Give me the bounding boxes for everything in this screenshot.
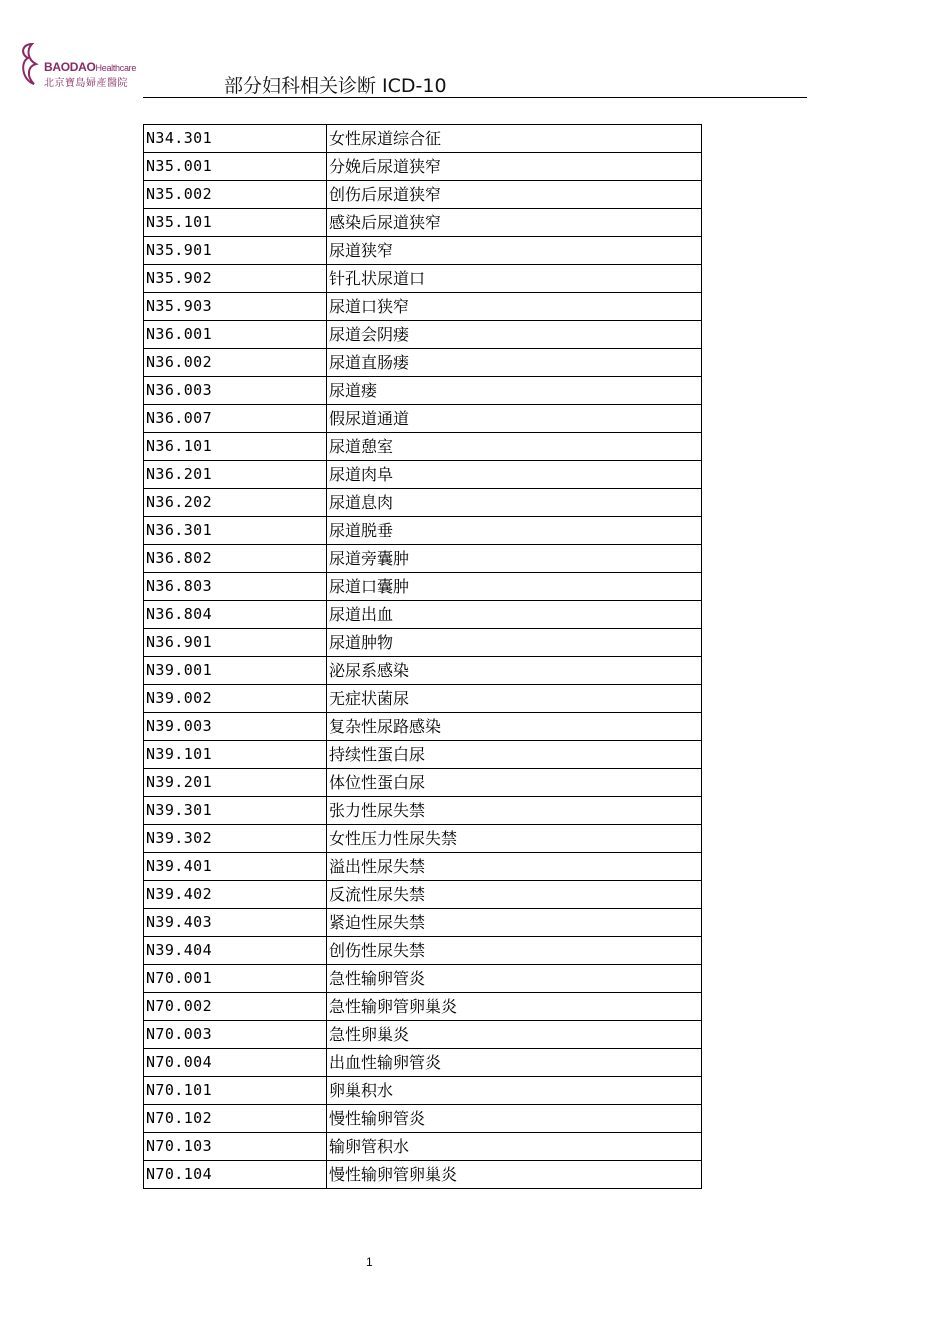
table-row bbox=[144, 881, 702, 909]
diagnosis-name-cell: 尿道瘘 bbox=[327, 377, 702, 405]
diagnosis-name-cell: 尿道直肠瘘 bbox=[327, 349, 702, 377]
table-row bbox=[144, 1049, 702, 1077]
table-row bbox=[144, 797, 702, 825]
logo-mark-icon bbox=[18, 40, 46, 88]
icd-code-cell: N36.007 bbox=[144, 405, 327, 433]
icd-code-cell: N70.001 bbox=[144, 965, 327, 993]
icd-code-cell: N36.301 bbox=[144, 517, 327, 545]
diagnosis-name-cell: 创伤后尿道狭窄 bbox=[327, 181, 702, 209]
table-row bbox=[144, 153, 702, 181]
icd-code-cell: N39.201 bbox=[144, 769, 327, 797]
icd-code-cell: N35.101 bbox=[144, 209, 327, 237]
table-row bbox=[144, 293, 702, 321]
diagnosis-name-cell: 分娩后尿道狭窄 bbox=[327, 153, 702, 181]
diagnosis-name-cell: 无症状菌尿 bbox=[327, 685, 702, 713]
table-row bbox=[144, 405, 702, 433]
icd-code-cell: N36.101 bbox=[144, 433, 327, 461]
table-row bbox=[144, 125, 702, 153]
table-row bbox=[144, 321, 702, 349]
diagnosis-name-cell: 张力性尿失禁 bbox=[327, 797, 702, 825]
diagnosis-name-cell: 尿道狭窄 bbox=[327, 237, 702, 265]
table-row bbox=[144, 685, 702, 713]
table-row bbox=[144, 1161, 702, 1189]
icd-code-cell: N39.101 bbox=[144, 741, 327, 769]
icd-code-cell: N35.002 bbox=[144, 181, 327, 209]
table-row bbox=[144, 461, 702, 489]
table-row bbox=[144, 237, 702, 265]
table-row bbox=[144, 1133, 702, 1161]
diagnosis-name-cell: 尿道会阴瘘 bbox=[327, 321, 702, 349]
table-row bbox=[144, 265, 702, 293]
diagnosis-name-cell: 尿道口狭窄 bbox=[327, 293, 702, 321]
table-row bbox=[144, 209, 702, 237]
diagnosis-name-cell: 急性卵巢炎 bbox=[327, 1021, 702, 1049]
logo-brand bbox=[44, 60, 136, 74]
diagnosis-name-cell: 紧迫性尿失禁 bbox=[327, 909, 702, 937]
diagnosis-name-cell: 女性压力性尿失禁 bbox=[327, 825, 702, 853]
icd-code-cell: N39.401 bbox=[144, 853, 327, 881]
icd-code-cell: N70.102 bbox=[144, 1105, 327, 1133]
icd-code-cell: N35.901 bbox=[144, 237, 327, 265]
table-row bbox=[144, 1021, 702, 1049]
table-row bbox=[144, 489, 702, 517]
document-title: 部分妇科相关诊断 ICD-10 bbox=[224, 75, 447, 97]
icd-code-cell: N36.803 bbox=[144, 573, 327, 601]
icd-code-cell: N34.301 bbox=[144, 125, 327, 153]
table-row bbox=[144, 1105, 702, 1133]
diagnosis-name-cell: 慢性输卵管卵巢炎 bbox=[327, 1161, 702, 1189]
diagnosis-name-cell: 输卵管积水 bbox=[327, 1133, 702, 1161]
table-row bbox=[144, 433, 702, 461]
icd-code-cell: N39.402 bbox=[144, 881, 327, 909]
icd-code-cell: N39.003 bbox=[144, 713, 327, 741]
table-row bbox=[144, 965, 702, 993]
icd-code-cell: N36.003 bbox=[144, 377, 327, 405]
diagnosis-name-cell: 出血性输卵管炎 bbox=[327, 1049, 702, 1077]
diagnosis-name-cell: 溢出性尿失禁 bbox=[327, 853, 702, 881]
table-row bbox=[144, 741, 702, 769]
diagnosis-name-cell: 感染后尿道狭窄 bbox=[327, 209, 702, 237]
icd-code-cell: N36.804 bbox=[144, 601, 327, 629]
table-row bbox=[144, 993, 702, 1021]
icd-code-table-body bbox=[144, 125, 702, 1189]
diagnosis-name-cell: 持续性蛋白尿 bbox=[327, 741, 702, 769]
icd-code-cell: N39.404 bbox=[144, 937, 327, 965]
table-row bbox=[144, 825, 702, 853]
table-row bbox=[144, 713, 702, 741]
diagnosis-name-cell: 体位性蛋白尿 bbox=[327, 769, 702, 797]
icd-code-cell: N36.901 bbox=[144, 629, 327, 657]
diagnosis-name-cell: 急性输卵管炎 bbox=[327, 965, 702, 993]
diagnosis-name-cell: 尿道出血 bbox=[327, 601, 702, 629]
table-row bbox=[144, 181, 702, 209]
table-row bbox=[144, 657, 702, 685]
diagnosis-name-cell: 尿道旁囊肿 bbox=[327, 545, 702, 573]
diagnosis-name-cell: 卵巢积水 bbox=[327, 1077, 702, 1105]
table-row bbox=[144, 1077, 702, 1105]
logo-brand-suffix: Healthcare bbox=[95, 63, 137, 73]
diagnosis-name-cell: 慢性输卵管炎 bbox=[327, 1105, 702, 1133]
diagnosis-name-cell: 复杂性尿路感染 bbox=[327, 713, 702, 741]
icd-code-cell: N36.202 bbox=[144, 489, 327, 517]
diagnosis-name-cell: 创伤性尿失禁 bbox=[327, 937, 702, 965]
logo-chinese-name: 北京寶島婦產醫院 bbox=[44, 78, 128, 89]
hospital-logo bbox=[18, 40, 138, 90]
icd-code-cell: N70.104 bbox=[144, 1161, 327, 1189]
table-row bbox=[144, 937, 702, 965]
diagnosis-name-cell: 尿道肉阜 bbox=[327, 461, 702, 489]
title-divider bbox=[143, 97, 807, 98]
icd-code-cell: N70.004 bbox=[144, 1049, 327, 1077]
diagnosis-name-cell: 针孔状尿道口 bbox=[327, 265, 702, 293]
icd-code-cell: N39.403 bbox=[144, 909, 327, 937]
table-row bbox=[144, 601, 702, 629]
table-row bbox=[144, 573, 702, 601]
icd-code-cell: N35.902 bbox=[144, 265, 327, 293]
icd-code-cell: N39.001 bbox=[144, 657, 327, 685]
icd-code-cell: N70.002 bbox=[144, 993, 327, 1021]
diagnosis-name-cell: 反流性尿失禁 bbox=[327, 881, 702, 909]
table-row bbox=[144, 629, 702, 657]
diagnosis-name-cell: 尿道脱垂 bbox=[327, 517, 702, 545]
diagnosis-name-cell: 尿道息肉 bbox=[327, 489, 702, 517]
icd-code-cell: N36.201 bbox=[144, 461, 327, 489]
table-row bbox=[144, 377, 702, 405]
table-row bbox=[144, 545, 702, 573]
table-row bbox=[144, 349, 702, 377]
icd-code-cell: N36.001 bbox=[144, 321, 327, 349]
diagnosis-name-cell: 尿道憩室 bbox=[327, 433, 702, 461]
icd-code-cell: N39.002 bbox=[144, 685, 327, 713]
diagnosis-name-cell: 尿道口囊肿 bbox=[327, 573, 702, 601]
page-number: 1 bbox=[366, 1255, 373, 1269]
diagnosis-name-cell: 急性输卵管卵巢炎 bbox=[327, 993, 702, 1021]
icd-code-cell: N70.101 bbox=[144, 1077, 327, 1105]
icd-code-cell: N70.103 bbox=[144, 1133, 327, 1161]
icd-code-cell: N35.903 bbox=[144, 293, 327, 321]
table-row bbox=[144, 517, 702, 545]
logo-brand-name: BAODAO bbox=[44, 60, 96, 74]
icd-code-cell: N39.302 bbox=[144, 825, 327, 853]
table-row bbox=[144, 909, 702, 937]
icd-code-cell: N39.301 bbox=[144, 797, 327, 825]
icd-code-cell: N35.001 bbox=[144, 153, 327, 181]
diagnosis-name-cell: 泌尿系感染 bbox=[327, 657, 702, 685]
icd-code-cell: N36.802 bbox=[144, 545, 327, 573]
diagnosis-name-cell: 女性尿道综合征 bbox=[327, 125, 702, 153]
icd-code-table bbox=[143, 124, 702, 1189]
icd-code-cell: N70.003 bbox=[144, 1021, 327, 1049]
diagnosis-name-cell: 尿道肿物 bbox=[327, 629, 702, 657]
table-row bbox=[144, 853, 702, 881]
icd-code-cell: N36.002 bbox=[144, 349, 327, 377]
diagnosis-name-cell: 假尿道通道 bbox=[327, 405, 702, 433]
table-row bbox=[144, 769, 702, 797]
